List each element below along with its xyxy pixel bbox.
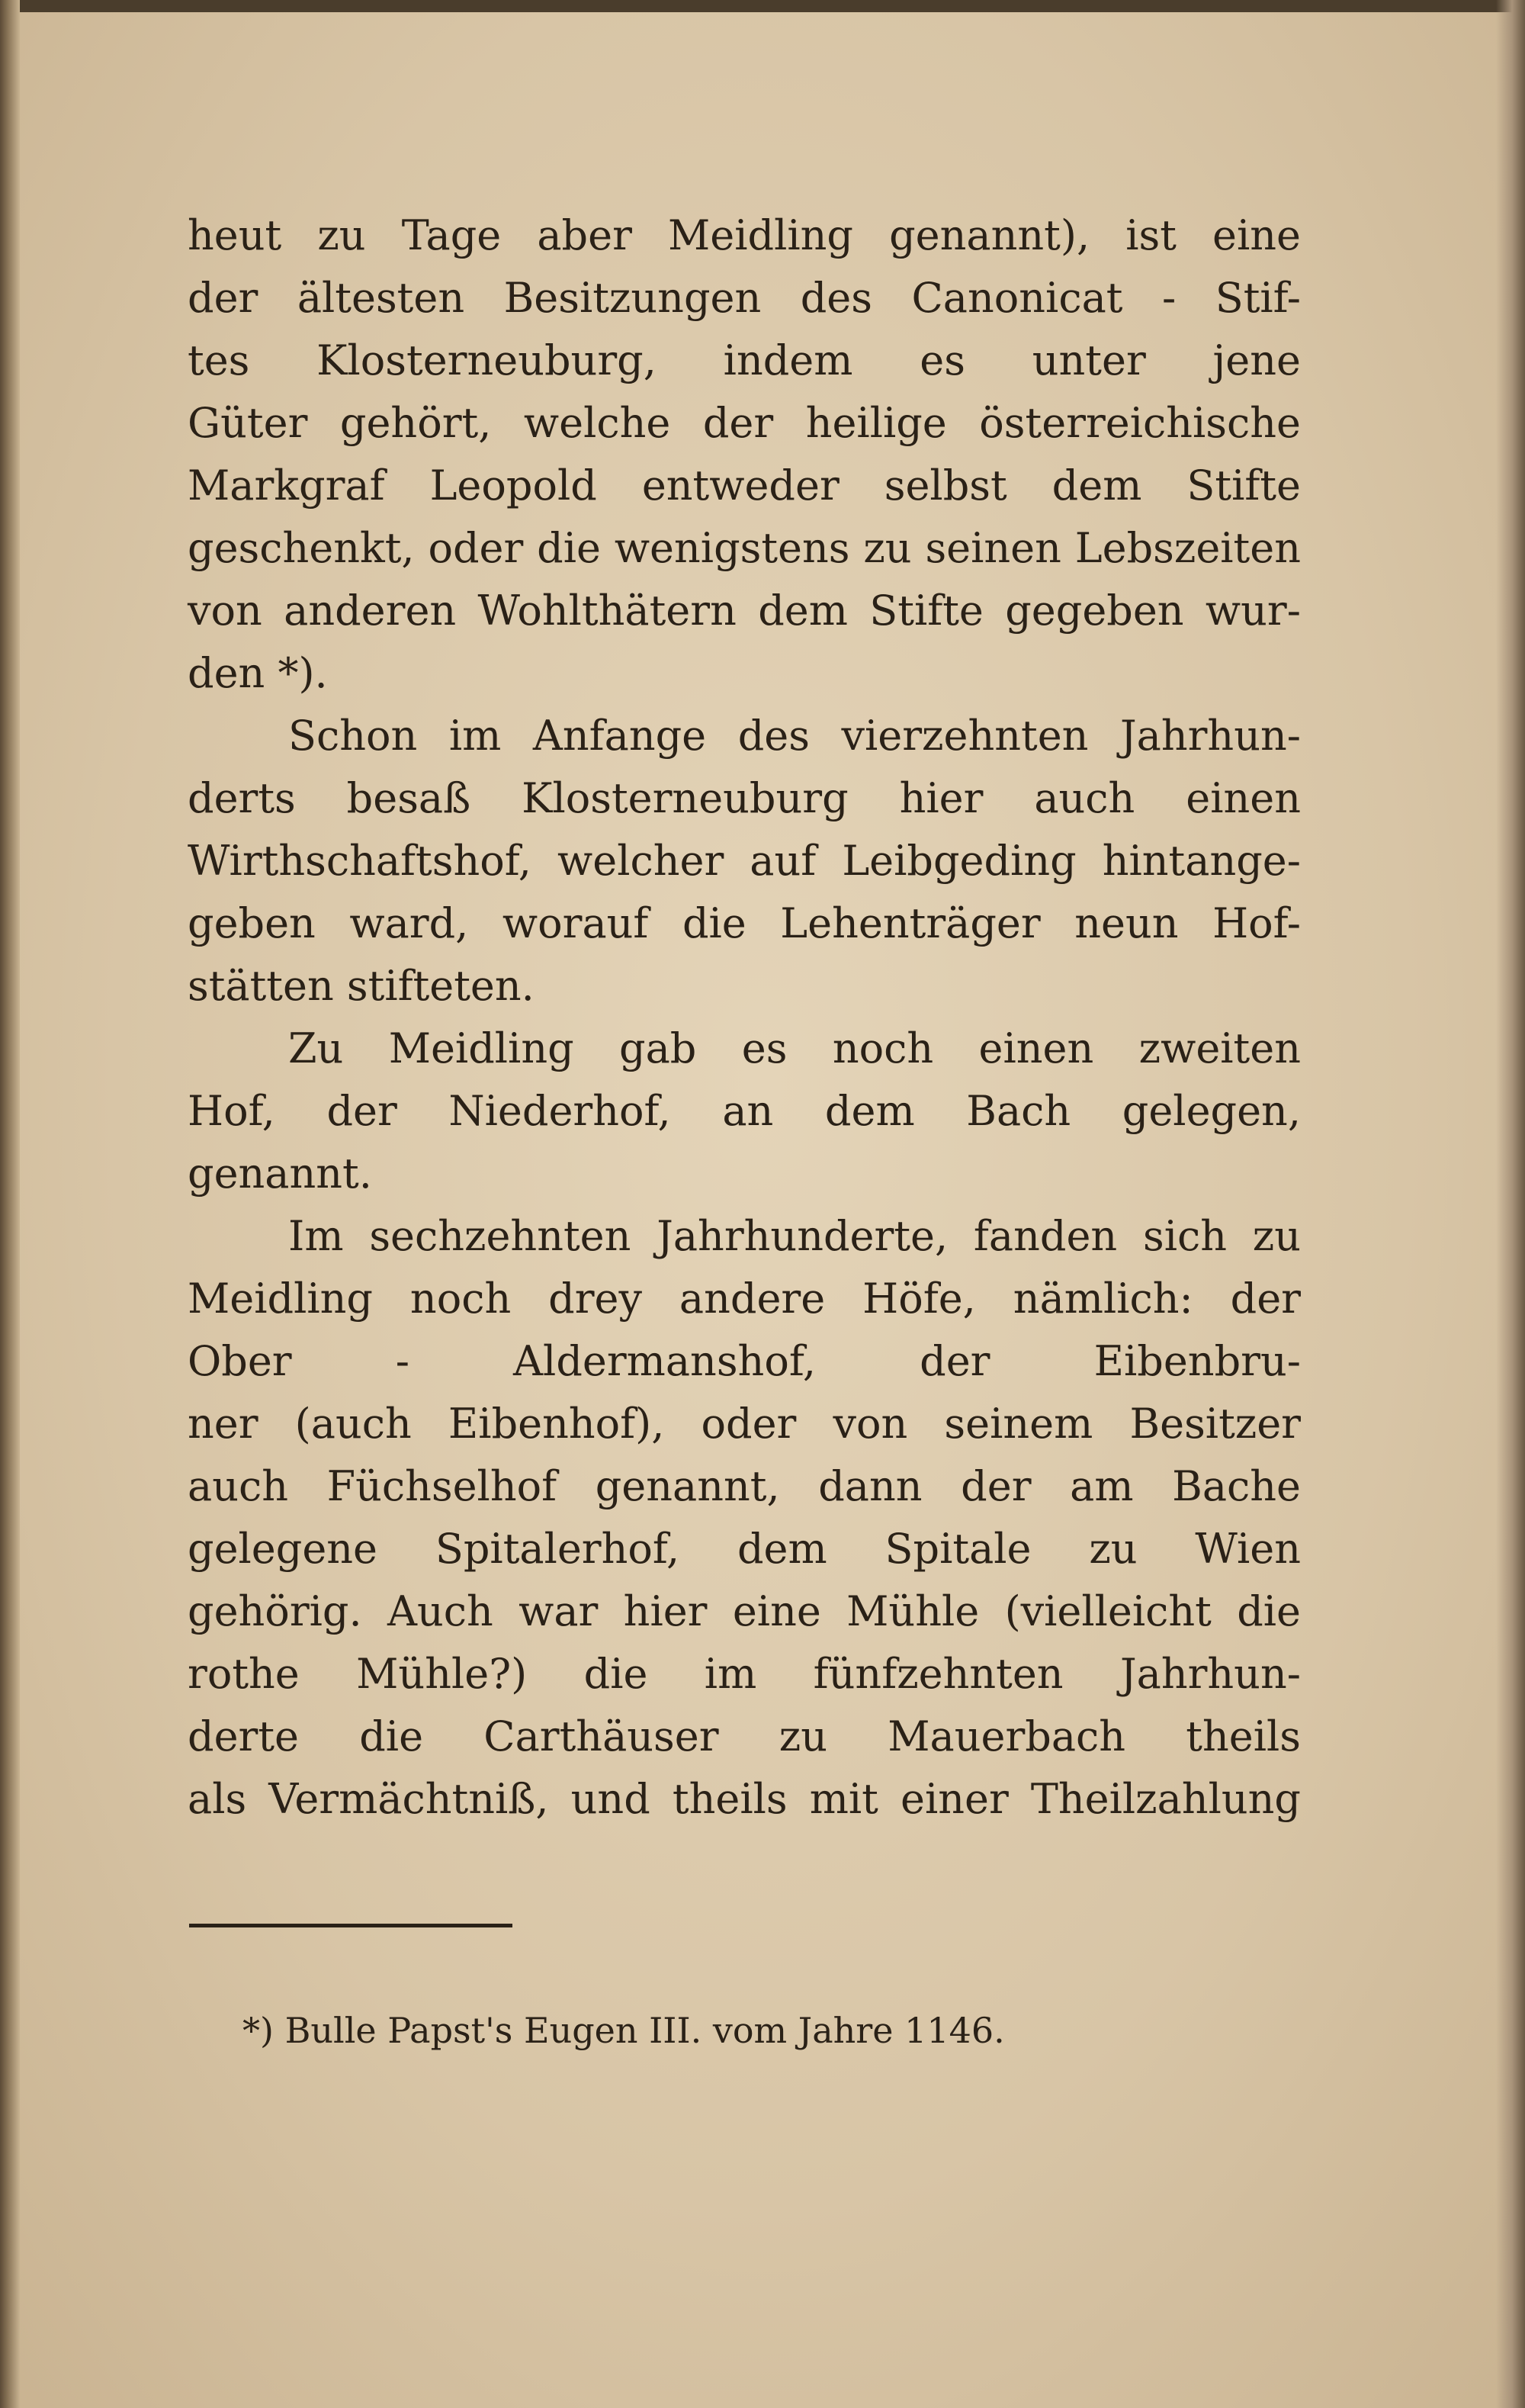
footnote-divider	[189, 1924, 512, 1927]
text-line: Ober - Aldermanshof, der Eibenbru-	[188, 1337, 1301, 1385]
text-line: Schon im Anfange des vierzehnten Jahrhun-	[288, 712, 1301, 760]
text-line: gehörig. Auch war hier eine Mühle (vielleicht die	[188, 1587, 1301, 1635]
text-line: ner (auch Eibenhof), oder von seinem Besitzer	[188, 1400, 1301, 1448]
text-line: Wirthschaftshof, welcher auf Leibgeding hintange-	[188, 837, 1301, 885]
text-line: derts besaß Klosterneuburg hier auch einen	[188, 774, 1301, 822]
text-line: Markgraf Leopold entweder selbst dem Stifte	[188, 461, 1301, 510]
text-line: geben ward, worauf die Lehenträger neun Hof-	[188, 899, 1301, 947]
text-line: als Vermächtniß, und theils mit einer Theilzahlung	[188, 1775, 1301, 1823]
text-line: Zu Meidling gab es noch einen zweiten	[288, 1024, 1301, 1072]
page-left-edge	[0, 0, 20, 2408]
text-line: Hof, der Niederhof, an dem Bach gelegen,	[188, 1087, 1301, 1135]
page-top-edge	[0, 0, 1525, 12]
text-line: der ältesten Besitzungen des Canonicat - Stif-	[188, 274, 1301, 322]
text-line: stätten stifteten.	[188, 962, 535, 1010]
text-line: von anderen Wohlthätern dem Stifte gegeben wur-	[188, 587, 1301, 635]
text-line: rothe Mühle?) die im fünfzehnten Jahrhun-	[188, 1650, 1301, 1698]
text-line: heut zu Tage aber Meidling genannt), ist eine	[188, 211, 1301, 259]
text-line: tes Klosterneuburg, indem es unter jene	[188, 336, 1301, 384]
text-line: Meidling noch drey andere Höfe, nämlich: der	[188, 1275, 1301, 1323]
text-line: Güter gehört, welche der heilige österreichische	[188, 399, 1301, 447]
footnote: *) Bulle Papst's Eugen III. vom Jahre 1146.	[242, 2010, 1005, 2051]
text-line: derte die Carthäuser zu Mauerbach theils	[188, 1712, 1301, 1760]
text-line: den *).	[188, 649, 328, 697]
body-text	[188, 204, 1301, 1831]
text-line: auch Füchselhof genannt, dann der am Bache	[188, 1462, 1301, 1510]
text-line: gelegene Spitalerhof, dem Spitale zu Wien	[188, 1525, 1301, 1573]
text-line: geschenkt, oder die wenigstens zu seinen Lebszeiten	[188, 524, 1301, 572]
page-right-edge	[1496, 0, 1525, 2408]
text-line: Im sechzehnten Jahrhunderte, fanden sich zu	[288, 1212, 1301, 1260]
text-line: genannt.	[188, 1149, 372, 1198]
